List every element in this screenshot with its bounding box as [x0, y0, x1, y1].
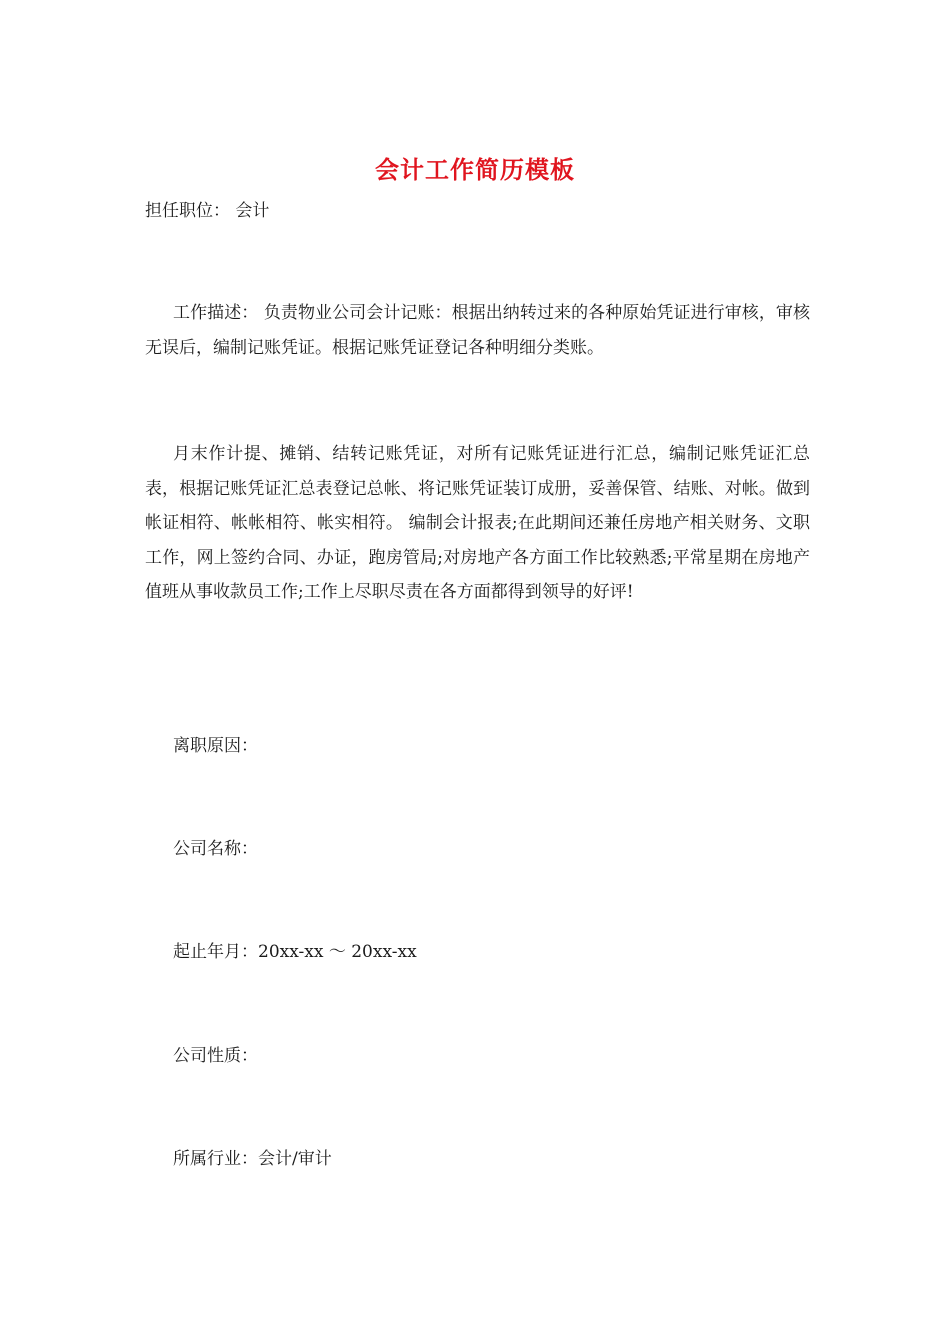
industry-line: 所属行业：会计/审计 [173, 1149, 332, 1169]
company-nature-line: 公司性质： [173, 1046, 258, 1066]
leave-reason-line: 离职原因： [173, 736, 258, 756]
job-description-paragraph: 工作描述： 负责物业公司会计记账：根据出纳转过来的各种原始凭证进行审核，审核无误后，编制记账凭证。根据记账凭证登记各种明细分类账。 [145, 303, 810, 358]
period-line: 起止年月：20xx-xx ～ 20xx-xx [173, 942, 417, 962]
company-name-line: 公司名称： [173, 839, 258, 859]
work-details-paragraph: 月末作计提、摊销、结转记账凭证，对所有记账凭证进行汇总，编制记账凭证汇总表，根据记账凭证汇总表登记总帐、将记账凭证装订成册，妥善保管、结账、对帐。做到帐证相符、帐帐相符、帐实相符。 编制会计报表;在此期间还兼任房地产相关财务、文职工作，网上签约合同、办证，跑房管局;对房地产各方面工作比较熟悉;平常星期在房地产值班从事收款员工作;工作上尽职尽责在各方面都得到领导的好评! [145, 444, 810, 602]
position-line: 担任职位： 会计 [145, 201, 270, 221]
document-title: 会计工作简历模板 [375, 155, 575, 184]
